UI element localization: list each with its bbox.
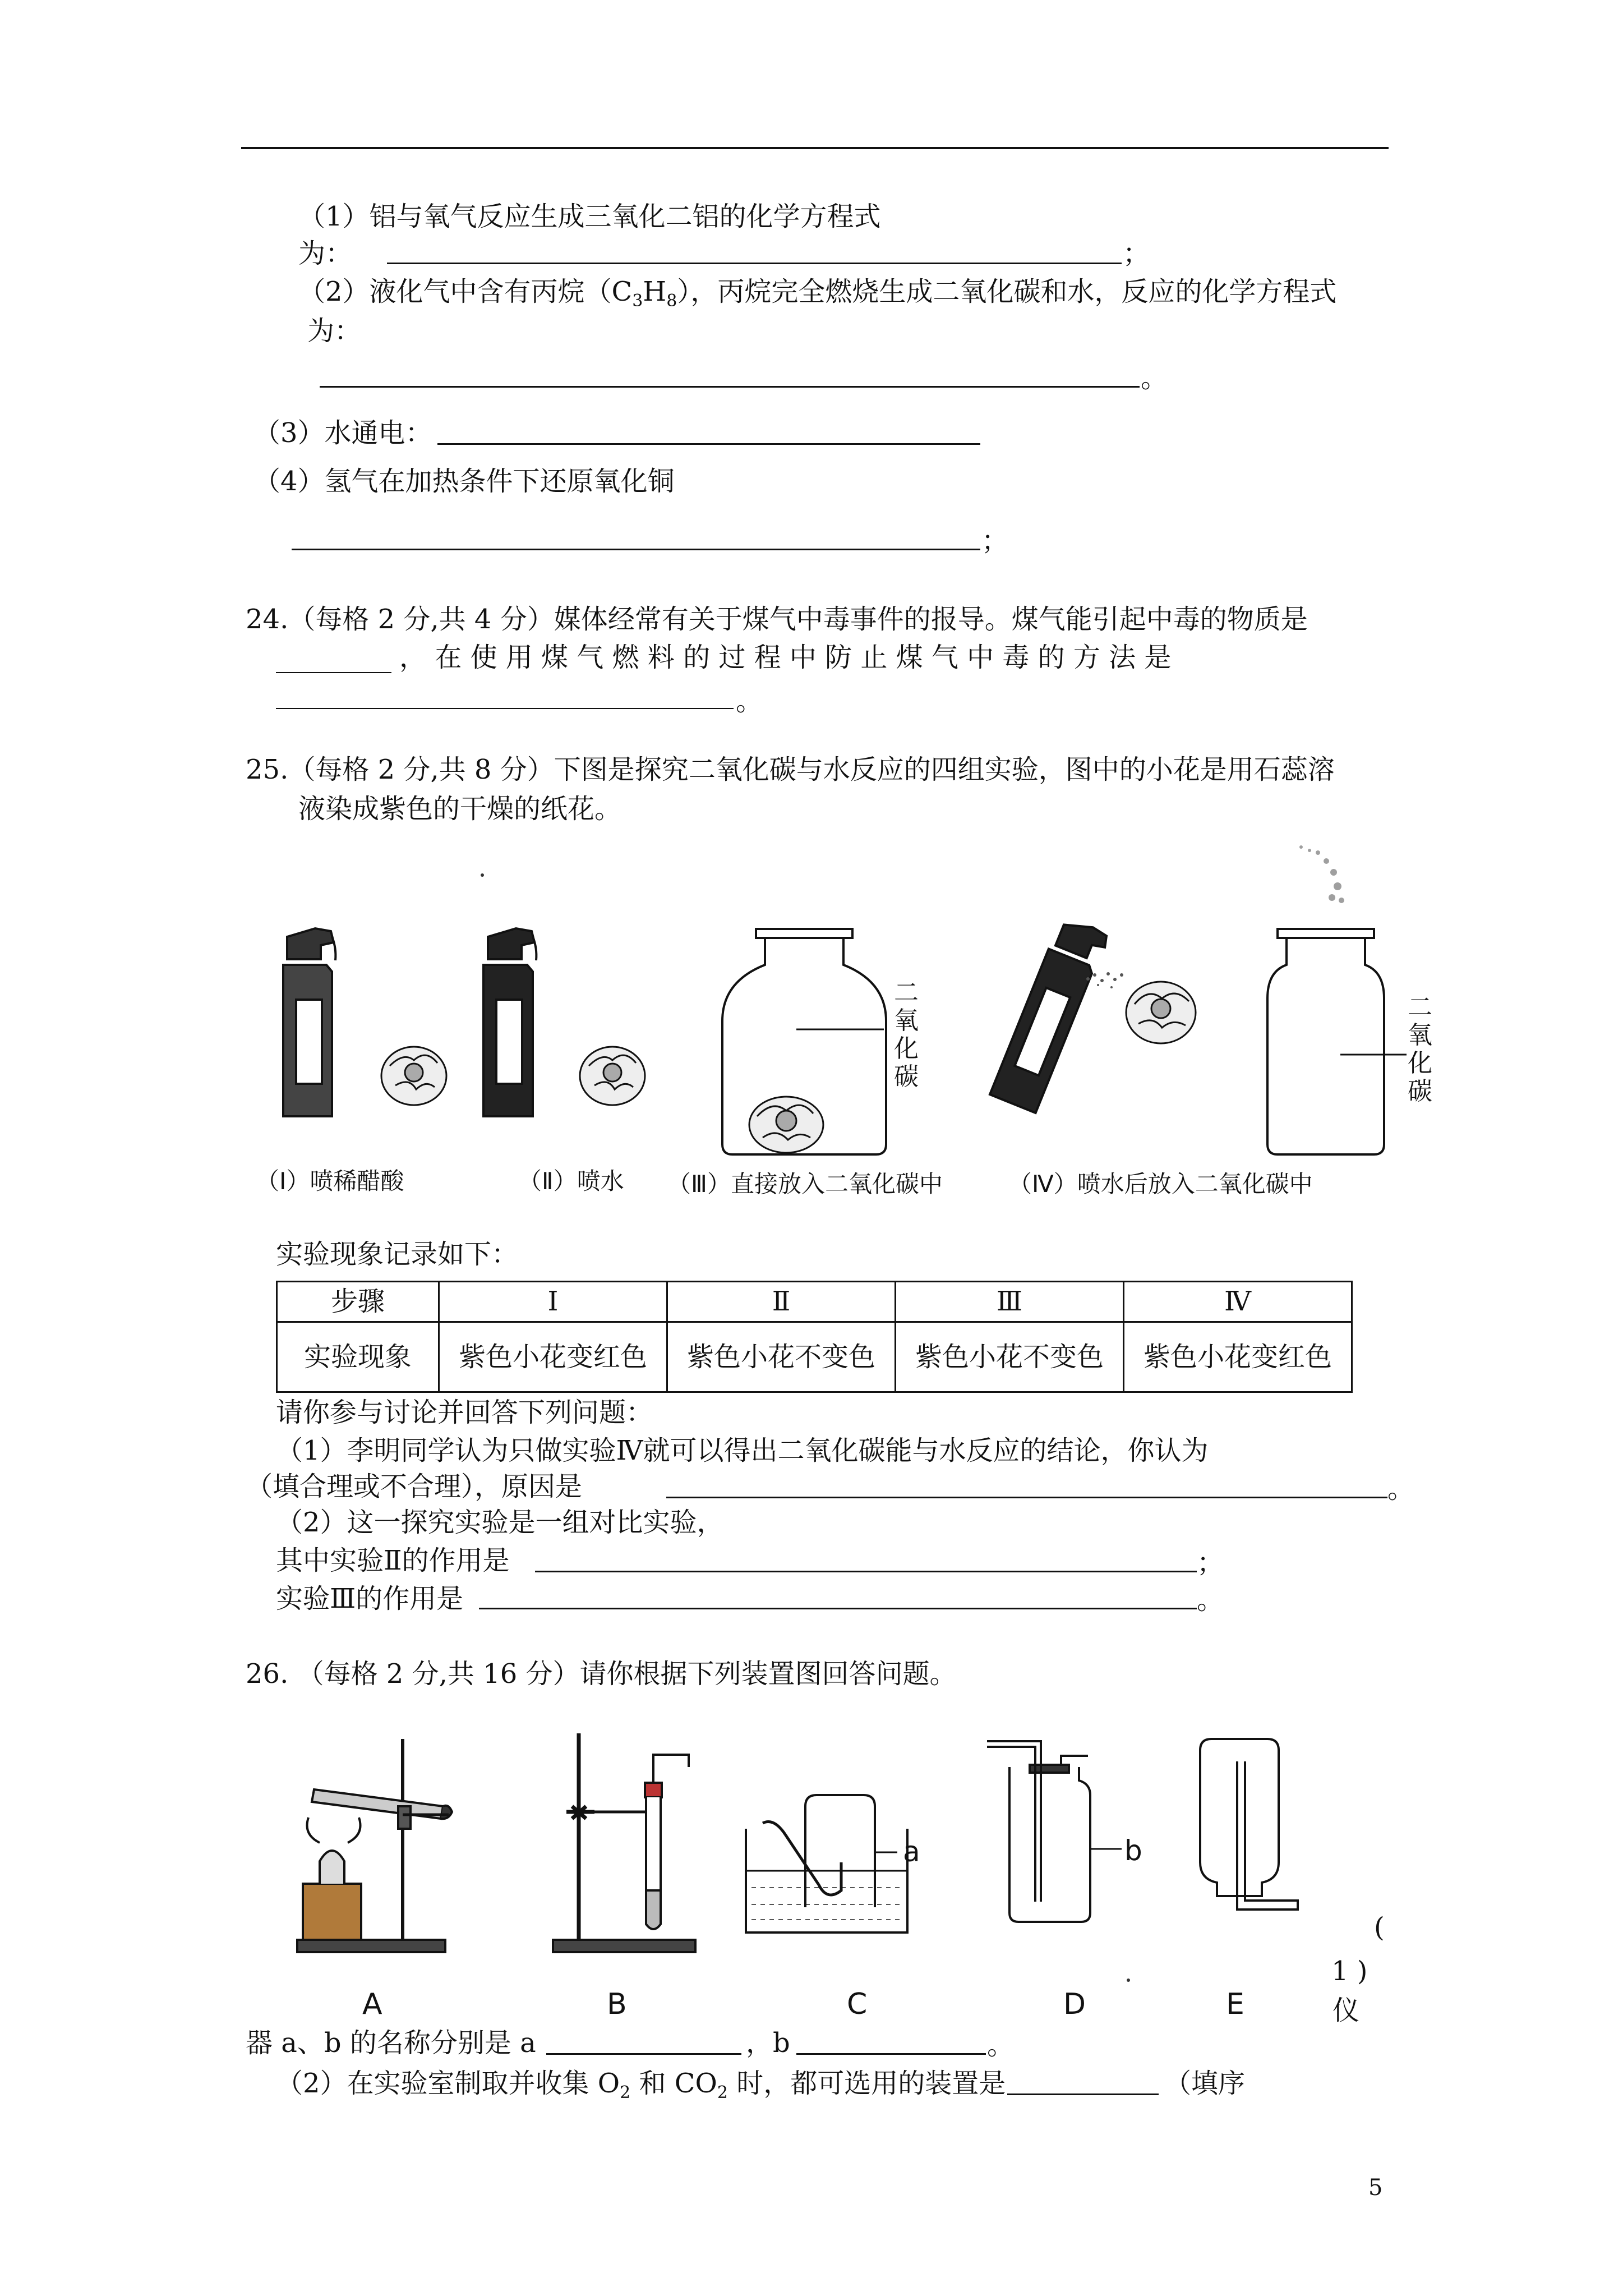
q23-part1-line1: （1）铝与氧气反应生成三氧化二铝的化学方程式 [298, 201, 881, 232]
q26-side-yi: 仪 [1332, 1995, 1360, 2026]
q25-sub2-line2: 其中实验Ⅱ的作用是 [276, 1545, 510, 1576]
q26-sub2-blank[interactable] [1007, 2093, 1159, 2095]
q23-part2-end: 。 [1141, 362, 1168, 394]
svg-text:氧: 氧 [894, 1006, 919, 1035]
apparatus-b [553, 1733, 695, 1952]
q23-part4-end: ； [981, 525, 1009, 556]
letter-e: E [1226, 1987, 1244, 2021]
svg-text:碳: 碳 [894, 1062, 919, 1091]
apparatus-e [1200, 1739, 1298, 1910]
q26-line1: 26. （每格 2 分,共 16 分）请你根据下列装置图回答问题。 [246, 1658, 957, 1690]
table-cell: 紫色小花不变色 [896, 1322, 1124, 1392]
q24-end: 。 [736, 685, 763, 717]
letter-c: C [847, 1987, 868, 2021]
apparatus-d [987, 1741, 1122, 1922]
q23-part4-answer-blank[interactable] [292, 549, 980, 550]
q25-discuss: 请你参与讨论并回答下列问题： [276, 1397, 653, 1428]
page-number: 5 [1368, 2175, 1383, 2201]
q25-line2: 液染成紫色的干燥的纸花。 [298, 793, 622, 825]
q25-record-title: 实验现象记录如下： [276, 1239, 519, 1270]
q25-sub2-blank-2[interactable] [479, 1608, 1197, 1609]
spray-bottle-4 [990, 915, 1110, 1114]
apparatus-c [746, 1795, 907, 1932]
q25-sub2-line3: 实验Ⅲ的作用是 [276, 1583, 464, 1614]
q24-line2: ， 在 使 用 煤 气 燃 料 的 过 程 中 防 止 煤 气 中 毒 的 方 法 是 [399, 642, 1172, 673]
q26-sub1-b: ，b [746, 2027, 790, 2059]
q23-part1-line2: 为： [298, 238, 353, 269]
q25-sub1-line2: （填合理或不合理），原因是 [246, 1471, 583, 1502]
q26-blank-b[interactable] [796, 2053, 986, 2055]
lab-apparatus-figure [280, 1722, 1346, 2025]
smudge-mark [1299, 845, 1344, 903]
svg-text:化: 化 [894, 1034, 919, 1063]
q23-part2-line2: 为： [307, 315, 362, 347]
q25-line1: 25.（每格 2 分,共 8 分）下图是探究二氧化碳与水反应的四组实验，图中的小花是用石蕊溶 [246, 754, 1335, 785]
table-cell: 紫色小花不变色 [667, 1322, 896, 1392]
table-cell: Ⅱ [667, 1282, 896, 1322]
observation-table [276, 1281, 1353, 1393]
letter-d: D [1063, 1987, 1086, 2021]
table-cell: 紫色小花变红色 [439, 1322, 667, 1392]
q25-sub2-blank-1[interactable] [535, 1571, 1197, 1572]
header-rule [241, 147, 1389, 149]
paper-flower-4 [1126, 982, 1196, 1043]
caption-2: （Ⅱ）喷水 [518, 1167, 624, 1195]
letter-b: B [607, 1987, 627, 2021]
label-b: b [1124, 1834, 1142, 1867]
q24-blank-2[interactable] [276, 708, 734, 709]
spray-bottle-2 [483, 928, 536, 1116]
q23-part2-line1: （2）液化气中含有丙烷$(C_3H_8)$，丙烷完全燃烧生成二氧化碳和水，反应的化学方程式 [298, 276, 1337, 311]
paper-flower-1 [381, 1047, 446, 1105]
table-cell: 实验现象 [277, 1322, 439, 1392]
q23-part2-answer-blank[interactable] [320, 386, 1140, 388]
label-a: a [903, 1835, 920, 1868]
q26-blank-a[interactable] [546, 2053, 741, 2055]
q25-sub2-line2-end: ； [1197, 1547, 1224, 1579]
svg-text:二: 二 [894, 978, 919, 1007]
q26-sub2: （2）在实验室制取并收集 $O_2$ 和 $CO_2$ 时，都可选用的装置是 [276, 2068, 1006, 2102]
paper-flower-3 [749, 1097, 823, 1153]
svg-text:二: 二 [1408, 993, 1432, 1022]
svg-text:氧: 氧 [1408, 1021, 1432, 1050]
co2-jar-2 [1267, 929, 1407, 1154]
co2-experiment-figure [236, 830, 1447, 1223]
q25-sub1-blank[interactable] [666, 1497, 1387, 1498]
q25-sub2-line3-end: 。 [1197, 1584, 1224, 1616]
caption-1: （Ⅰ）喷稀醋酸 [256, 1167, 404, 1195]
q25-sub2-line1: （2）这一探究实验是一组对比实验， [276, 1507, 724, 1538]
caption-3: （Ⅲ）直接放入二氧化碳中 [667, 1170, 943, 1198]
q25-sub1-end: 。 [1387, 1473, 1415, 1504]
q26-side-paren: ( [1374, 1912, 1385, 1943]
table-cell: Ⅳ [1124, 1282, 1352, 1322]
q25-sub1-line1: （1）李明同学认为只做实验Ⅳ就可以得出二氧化碳能与水反应的结论，你认为 [276, 1435, 1209, 1466]
q26-sub1-end: 。 [987, 2030, 1015, 2061]
co2-label-2 [1408, 993, 1432, 1106]
q24-line1: 24.（每格 2 分,共 4 分）媒体经常有关于煤气中毒事件的报导。煤气能引起中毒的物质是 [246, 604, 1308, 635]
spray-bottle-1 [283, 928, 335, 1116]
svg-text:碳: 碳 [1408, 1077, 1432, 1106]
q23-part1-answer-blank[interactable] [387, 263, 1122, 264]
q26-sub1: 器 a、b 的名称分别是 a [246, 2027, 536, 2059]
q24-blank-1[interactable] [276, 672, 391, 673]
paper-flower-2 [580, 1047, 645, 1105]
letter-a: A [362, 1987, 382, 2021]
q23-part4: （4）氢气在加热条件下还原氧化铜 [253, 466, 675, 497]
table-cell: 步骤 [277, 1282, 439, 1322]
q23-part1-end: ； [1123, 238, 1150, 269]
svg-text:化: 化 [1408, 1049, 1432, 1078]
q26-sub2-tail: （填序 [1164, 2068, 1246, 2099]
q26-side-1: 1 ) [1331, 1955, 1368, 1987]
table-cell: Ⅲ [896, 1282, 1124, 1322]
co2-label-1 [894, 978, 919, 1091]
table-cell: Ⅰ [439, 1282, 667, 1322]
caption-4: （Ⅳ）喷水后放入二氧化碳中 [1008, 1170, 1313, 1198]
q23-part3-answer-blank[interactable] [437, 443, 980, 445]
table-cell: 紫色小花变红色 [1124, 1322, 1352, 1392]
q23-part3: （3）水通电： [253, 417, 432, 449]
apparatus-a [297, 1739, 452, 1952]
